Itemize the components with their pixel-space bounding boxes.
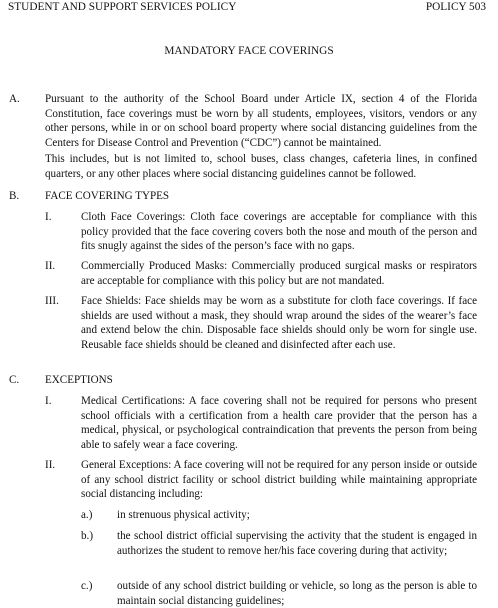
- section-b-item-3-text: Face Shields: Face shields may be worn as a substitute for cloth face coverings. If face shields are used without a mask, they should wrap around the sides of the wearer’s face and extend below the chin. Disposable face shields should only be worn for single use. Reusable face shields should be cleaned and disinfected after each use.: [81, 295, 477, 351]
- section-b-heading: FACE COVERING TYPES: [45, 190, 170, 202]
- section-c-item-2-label: II.: [45, 459, 56, 471]
- section-c-label: C.: [9, 374, 20, 386]
- section-b-item-3-label: III.: [45, 295, 59, 307]
- section-b-label: B.: [9, 190, 20, 202]
- policy-number: POLICY 503: [425, 1, 486, 13]
- section-c-item-2-text: General Exceptions: A face covering will not be required for any person inside or outside of any school district facility or school district building while maintaining appropriate social distancing including:: [81, 459, 477, 501]
- section-b-item-2-label: II.: [45, 260, 56, 272]
- subitem-a-text: in strenuous physical activity;: [117, 509, 250, 521]
- policy-header: [8, 0, 486, 14]
- subitem-a-label: a.): [81, 509, 93, 521]
- subitem-b-text: the school district official supervising the activity that the student is engaged in authorizes the student to remove her/his face covering during that activity;: [117, 530, 477, 557]
- subitem-c-label: c.): [81, 580, 93, 592]
- section-a-paragraph-2: This includes, but is not limited to, school buses, class changes, cafeteria lines, in confined quarters, or any other places where social distancing guidelines cannot be followed.: [45, 153, 477, 180]
- section-b-item-1-text: Cloth Face Coverings: Cloth face coverings are acceptable for compliance with this policy provided that the face covering covers both the nose and mouth of the person and fits snugly against the sides of the person’s face with no gaps.: [81, 211, 477, 253]
- page-title: MANDATORY FACE COVERINGS: [164, 45, 334, 57]
- section-c-item-1-label: I.: [45, 395, 52, 407]
- subitem-b-label: b.): [81, 530, 94, 542]
- section-b-item-2-text: Commercially Produced Masks: Commercially produced surgical masks or respirators are acceptable for compliance with this policy but are not mandated.: [81, 260, 477, 287]
- section-b-item-1-label: I.: [45, 211, 52, 223]
- section-c-item-1-text: Medical Certifications: A face covering shall not be required for persons who present school officials with a certification from a health care provider that the person has a medical, physical, or psychological contraindication that prevents the person from being able to safely wear a face covering.: [81, 395, 477, 451]
- section-a-label: A.: [9, 93, 20, 105]
- subitem-c-text: outside of any school district building or vehicle, so long as the person is able to maintain social distancing guidelines;: [117, 580, 477, 607]
- policy-category: STUDENT AND SUPPORT SERVICES POLICY: [8, 1, 237, 13]
- section-a-paragraph-1: Pursuant to the authority of the School Board under Article IX, section 4 of the Florida Constitution, face coverings must be worn by all students, employees, visitors, vendors or any other persons, while in or on school board property where social distancing guidelines from the Centers for Disease Control and Prevention (“CDC”) cannot be maintained.: [45, 93, 477, 149]
- section-c-heading: EXCEPTIONS: [45, 374, 113, 386]
